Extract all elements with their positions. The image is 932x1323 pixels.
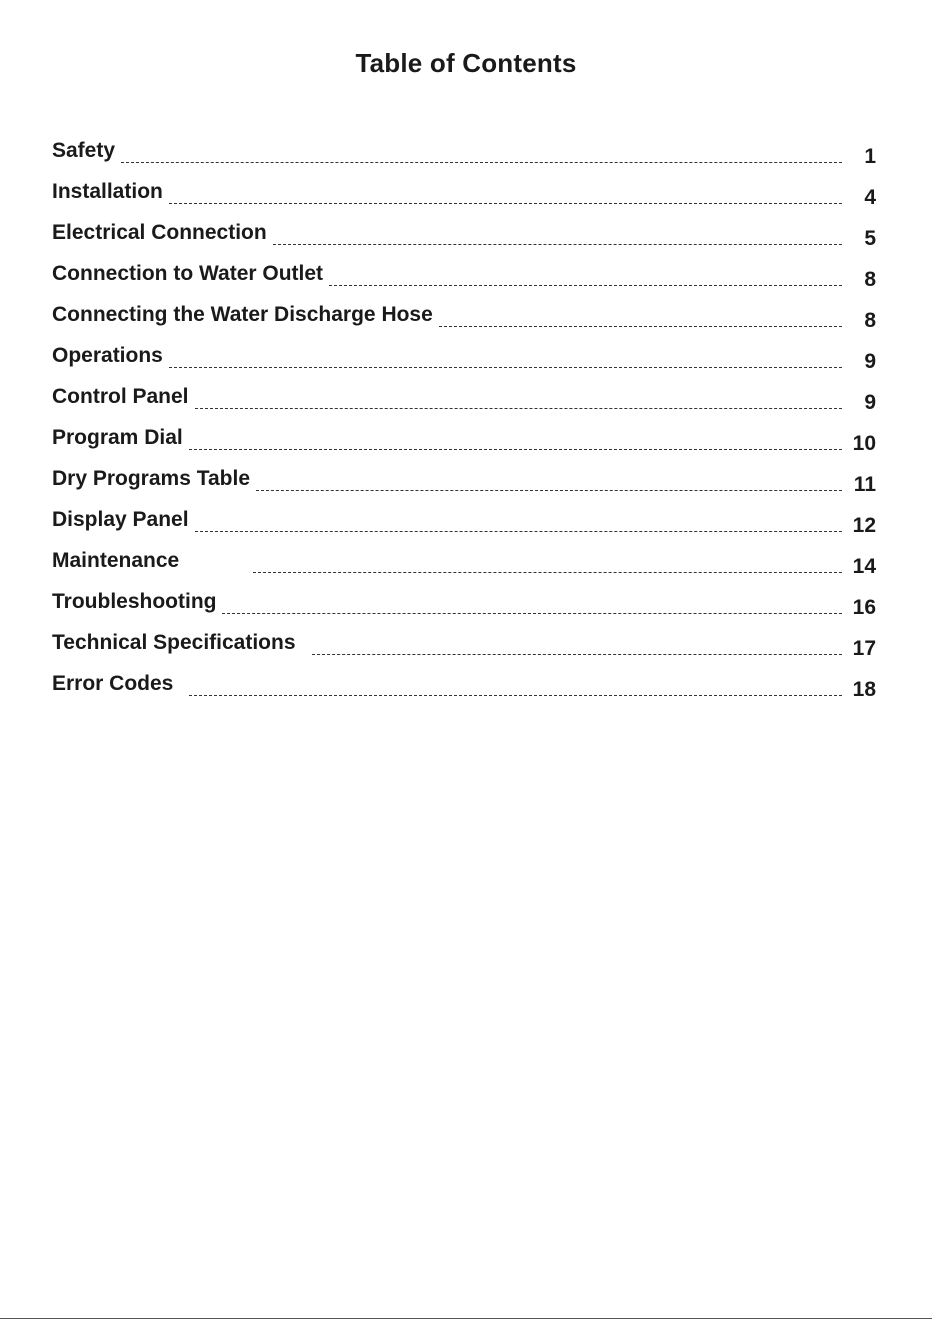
toc-entry-label: Troubleshooting xyxy=(52,590,217,613)
toc-dotted-leader xyxy=(329,285,842,286)
toc-dotted-leader xyxy=(256,490,842,491)
toc-dotted-leader xyxy=(169,203,842,204)
toc-entry-label: Connecting the Water Discharge Hose xyxy=(52,303,433,326)
toc-entry-display-panel[interactable] xyxy=(52,501,878,542)
page-bottom-rule xyxy=(0,1318,932,1319)
page-title: Table of Contents xyxy=(355,48,577,78)
toc-page-number: 16 xyxy=(852,596,876,619)
toc-dotted-leader xyxy=(195,408,842,409)
toc-entry-label: Electrical Connection xyxy=(52,221,267,244)
toc-dotted-leader xyxy=(189,449,842,450)
toc-page-number: 14 xyxy=(852,555,876,578)
toc-entry-program-dial[interactable] xyxy=(52,419,878,460)
toc-entry-label: Display Panel xyxy=(52,508,189,531)
toc-dotted-leader xyxy=(273,244,842,245)
toc-page-number: 5 xyxy=(864,227,876,250)
toc-page-number: 8 xyxy=(864,309,876,332)
toc-entry-label: Technical Specifications xyxy=(52,631,296,654)
toc-entry-operations[interactable] xyxy=(52,337,878,378)
table-of-contents xyxy=(52,132,878,706)
toc-entry-installation[interactable] xyxy=(52,173,878,214)
toc-entry-label: Maintenance xyxy=(52,549,180,572)
toc-dotted-leader xyxy=(222,613,842,614)
toc-entry-safety[interactable] xyxy=(52,132,878,173)
toc-dotted-leader xyxy=(189,695,842,696)
toc-page-number: 10 xyxy=(852,432,876,455)
toc-entry-label: Installation xyxy=(52,180,163,203)
toc-page-number: 8 xyxy=(864,268,876,291)
toc-entry-label: Safety xyxy=(52,139,116,162)
toc-page-number: 9 xyxy=(864,391,876,414)
toc-dotted-leader xyxy=(439,326,842,327)
toc-entry-electrical-connection[interactable] xyxy=(52,214,878,255)
toc-page-number: 12 xyxy=(852,514,876,537)
toc-page-number: 9 xyxy=(864,350,876,373)
toc-entry-label: Operations xyxy=(52,344,163,367)
toc-page-number: 1 xyxy=(864,145,876,168)
toc-page-number: 18 xyxy=(852,678,876,701)
toc-entry-dry-programs-table[interactable] xyxy=(52,460,878,501)
toc-entry-connection-to-water-outlet[interactable] xyxy=(52,255,878,296)
toc-entry-label: Control Panel xyxy=(52,385,189,408)
toc-page-number: 11 xyxy=(853,473,876,496)
toc-entry-label: Error Codes xyxy=(52,672,174,695)
toc-entry-label: Program Dial xyxy=(52,426,183,449)
toc-entry-label: Dry Programs Table xyxy=(52,467,251,490)
toc-entry-control-panel[interactable] xyxy=(52,378,878,419)
toc-entry-troubleshooting[interactable] xyxy=(52,583,878,624)
toc-dotted-leader xyxy=(253,572,842,573)
toc-page-number: 17 xyxy=(852,637,876,660)
toc-entry-water-discharge-hose[interactable] xyxy=(52,296,878,337)
toc-entry-technical-specifications[interactable] xyxy=(52,624,878,665)
toc-dotted-leader xyxy=(121,162,842,163)
toc-entry-maintenance[interactable] xyxy=(52,542,878,583)
toc-page-number: 4 xyxy=(864,186,876,209)
toc-dotted-leader xyxy=(169,367,842,368)
toc-entry-label: Connection to Water Outlet xyxy=(52,262,324,285)
toc-dotted-leader xyxy=(312,654,842,655)
toc-dotted-leader xyxy=(195,531,842,532)
toc-entry-error-codes[interactable] xyxy=(52,665,878,706)
